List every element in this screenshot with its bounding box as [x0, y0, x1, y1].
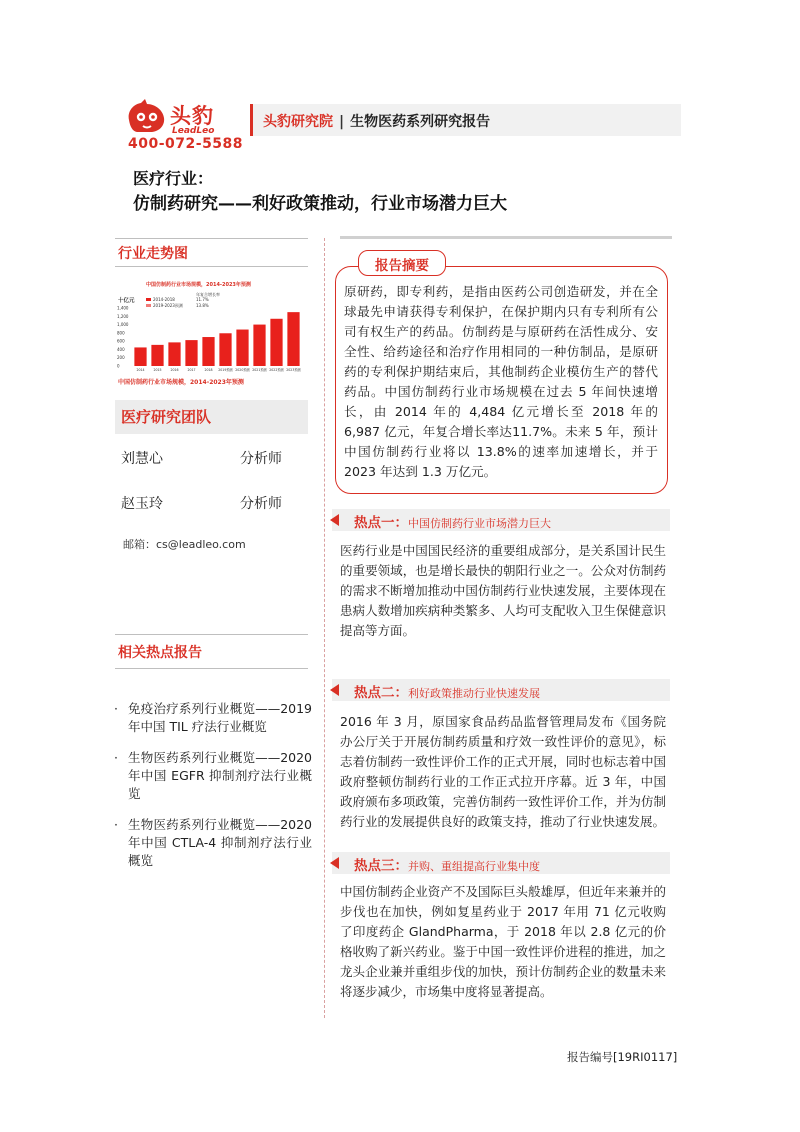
y-tick-label: 1,400	[117, 305, 129, 311]
y-tick-label: 1,200	[117, 313, 129, 319]
chart-unit: 十亿元	[118, 298, 135, 304]
hotspot-2-text: 2016 年 3 月，原国家食品药品监督管理局发布《国务院办公厅关于开展仿制药质量和疗效一致性评价的意见》，标志着仿制药一致性评价工作的正式开展，同时也标志着中国政府整顿仿制药行业的工作正式拉开序幕。近 3 年，中国政府颁布多项政策，完善仿制药一致性评价工作，并为仿制药行业的发展提供良好的政策支持，推动了行业快速发展。	[340, 714, 666, 829]
bar-2022预测	[270, 319, 282, 366]
column-separator	[324, 238, 325, 1018]
legend-swatch	[146, 304, 151, 307]
divider	[115, 634, 308, 635]
triangle-marker-icon	[330, 684, 339, 696]
chart-title: 中国仿制药行业市场规模，2014-2023年预测	[146, 282, 251, 288]
summary-tag	[358, 250, 446, 276]
x-tick-label: 2020预测	[235, 368, 250, 372]
bar-2018	[202, 337, 214, 366]
hotspot-1-subtitle: 中国仿制药行业市场潜力巨大	[408, 517, 551, 530]
bar-2017	[185, 340, 197, 366]
legend-period-2: 2019-2023预测	[153, 303, 183, 308]
hotspot-3-header	[332, 852, 670, 874]
page-title-line1: 医疗行业：	[133, 169, 214, 188]
divider	[115, 668, 308, 669]
member-role: 分析师	[240, 451, 282, 467]
related-report-title: 免疫治疗系列行业概览——2019 年中国 TIL 疗法行业概览	[128, 701, 312, 734]
hotspot-1-text: 医药行业是中国国民经济的重要组成部分，是关系国计民生的重要领域，也是增长最快的朝阳行业之一。公众对仿制药的需求不断增加推动中国仿制药行业快速发展，主要体现在患病人数增加疾病种类繁多、人均可支配收入卫生保健意识提高等方面。	[340, 543, 666, 638]
summary-text: 原研药，即专利药，是指由医药公司创造研发，并在全球最先申请获得专利保护，在保护期内只有专利所有公司有权生产的药品。仿制药是与原研药在活性成分、安全性、给药途径和治疗作用相同的一种仿制品，是原研药的专利保护期结束后，其他制药企业模仿生产的替代药品。中国仿制药行业市场规模在过去 5 年间快速增长，由 2014 年的 4,484 亿元增长至 2018 年的 6,987 亿元，年复合增长率达11.7%。未来 5 年，预计中国仿制药行业将以 13.8%的速率加速增长，并于 2023 年达到 1.3 万亿元。	[344, 284, 658, 479]
leopard-logo-icon	[125, 98, 167, 136]
bullet: ·	[114, 750, 118, 765]
hotspot-3-label: 热点三：	[354, 858, 408, 874]
related-report-title: 生物医药系列行业概览——2020 年中国 EGFR 抑制剂疗法行业概览	[128, 750, 312, 801]
x-tick-label: 2019预测	[218, 368, 233, 372]
bar-2021预测	[253, 325, 265, 366]
summary-tag-label: 报告摘要	[375, 258, 429, 274]
logo-chinese-name: 头豹	[170, 104, 214, 128]
right-top-rule	[340, 236, 672, 239]
member-name: 赵玉玲	[121, 496, 163, 512]
legend-swatch	[146, 298, 151, 301]
hotspot-1-label: 热点一：	[354, 515, 408, 531]
phone-number: 400-072-5588	[128, 136, 244, 152]
legend-cagr-2: 13.8%	[196, 303, 209, 308]
related-report-list	[112, 700, 312, 883]
banner-series: 生物医药系列研究报告	[350, 114, 491, 130]
hotspot-3-subtitle: 并购、重组提高行业集中度	[408, 860, 540, 873]
triangle-marker-icon	[330, 857, 339, 869]
chart-caption: 中国仿制药行业市场规模，2014-2023年预测	[118, 379, 244, 386]
y-tick-label: 1,000	[117, 322, 129, 328]
page-title-line2: 仿制药研究——利好政策推动，行业市场潜力巨大	[133, 194, 507, 214]
y-tick-label: 0	[117, 363, 120, 369]
x-tick-label: 2014	[136, 368, 145, 372]
bar-2019预测	[219, 333, 231, 366]
hotspot-2-label: 热点二：	[354, 685, 408, 701]
bar-2023预测	[287, 312, 299, 366]
bar-2020预测	[236, 330, 248, 366]
x-tick-label: 2023预测	[286, 368, 301, 372]
banner-org: 头豹研究院	[263, 114, 333, 130]
legend-cagr-1: 11.7%	[196, 297, 209, 302]
bar-2016	[168, 342, 180, 366]
hotspot-2-subtitle: 利好政策推动行业快速发展	[408, 687, 540, 700]
legend-period-1: 2014-2018	[153, 297, 175, 302]
y-tick-label: 200	[117, 355, 125, 361]
x-tick-label: 2021预测	[252, 368, 267, 372]
member-name: 刘慧心	[121, 451, 163, 467]
team-section-title: 医疗研究团队	[121, 408, 212, 426]
banner-separator: |	[339, 114, 345, 130]
trend-chart-svg	[116, 276, 306, 386]
related-section-title: 相关热点报告	[118, 645, 202, 661]
related-report-title: 生物医药系列行业概览——2020 年中国 CTLA-4 抑制剂疗法行业概览	[128, 817, 312, 868]
related-report-link[interactable]	[112, 816, 312, 870]
x-tick-label: 2015	[153, 368, 162, 372]
related-report-link[interactable]	[112, 700, 312, 736]
hotspot-1-header	[332, 509, 670, 531]
bullet: ·	[114, 701, 118, 716]
trend-chart	[116, 276, 306, 386]
triangle-marker-icon	[330, 514, 339, 526]
divider	[115, 238, 308, 239]
divider	[115, 266, 308, 267]
bar-2015	[151, 345, 163, 366]
header-banner	[250, 104, 681, 136]
related-report-link[interactable]	[112, 749, 312, 803]
x-tick-label: 2018	[204, 368, 213, 372]
bar-2014	[134, 347, 146, 366]
x-tick-label: 2022预测	[269, 368, 284, 372]
member-role: 分析师	[240, 496, 282, 512]
y-tick-label: 800	[117, 330, 125, 336]
team-section-header	[115, 400, 308, 434]
logo-english-name: LeadLeo	[172, 126, 215, 136]
x-tick-label: 2016	[170, 368, 179, 372]
x-tick-label: 2017	[187, 368, 196, 372]
hotspot-2-header	[332, 679, 670, 701]
legend-header: 年复合增长率	[196, 292, 220, 297]
y-tick-label: 600	[117, 338, 125, 344]
bullet: ·	[114, 817, 118, 832]
contact-email: 邮箱：cs@leadleo.com	[123, 538, 246, 551]
y-tick-label: 400	[117, 346, 125, 352]
trend-section-title: 行业走势图	[118, 246, 188, 262]
hotspot-3-text: 中国仿制药企业资产不及国际巨头般雄厚，但近年来兼并的步伐也在加快，例如复星药业于 2017 年用 71 亿元收购了印度药企 GlandPharma，于 2018 年以 2.8 亿元的价格收购了新兴药业。鉴于中国一致性评价进程的推进，加之龙头企业兼并重组步伐的加快，预计仿制药企业的数量未来将逐步减少，市场集中度将显著提高。	[340, 884, 666, 999]
report-number: 报告编号[19RI0117]	[567, 1050, 678, 1064]
